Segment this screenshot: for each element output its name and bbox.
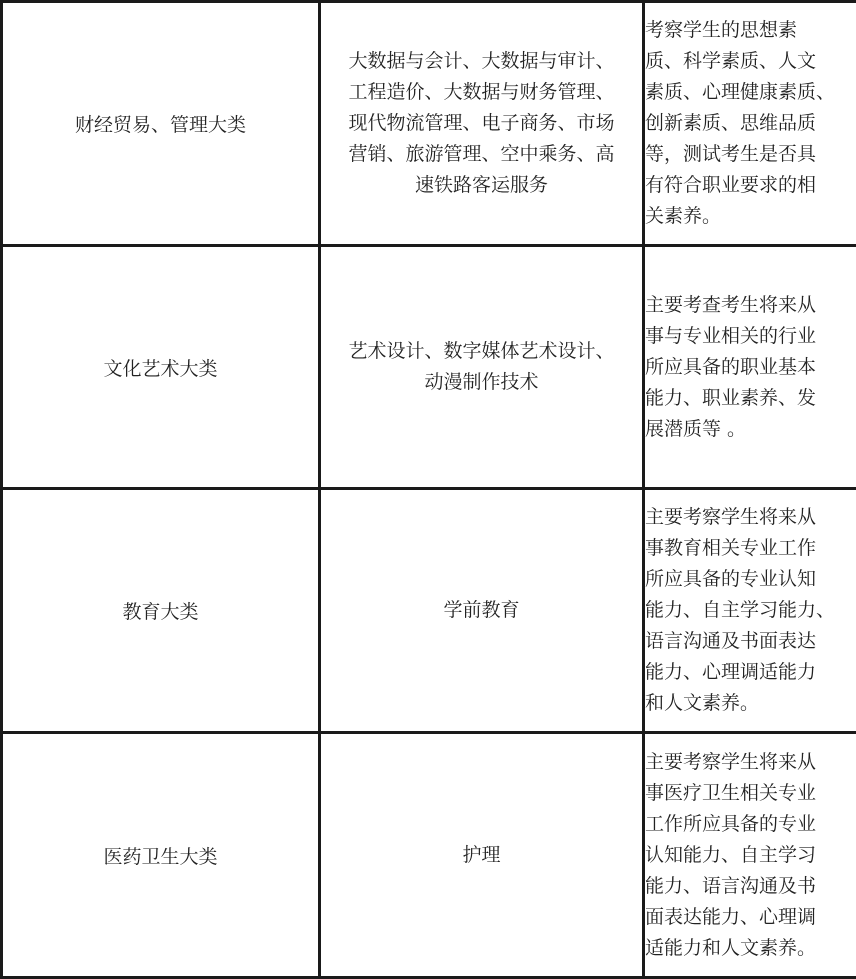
table-row <box>2 2 856 246</box>
category-text: 财经贸易、管理大类 <box>74 113 246 136</box>
description-cell <box>644 2 856 246</box>
majors-text: 学前教育 <box>443 599 520 622</box>
table-row <box>2 733 856 978</box>
description-cell <box>644 733 856 978</box>
category-text: 教育大类 <box>122 601 199 624</box>
description-text: 主要考察学生将来从 事教育相关专业工作 所应具备的专业认知 能力、自主学习能力、 语言沟通及书面表达 能力、心理调适能力 和人文素养。 <box>645 506 836 715</box>
description-text: 主要考察学生将来从 事医疗卫生相关专业 工作所应具备的专业 认知能力、自主学习 能力、语言沟通及书 面表达能力、心理调 适能力和人文素养。 <box>645 750 817 959</box>
category-text: 医药卫生大类 <box>103 845 218 868</box>
description-cell <box>644 489 856 733</box>
category-cell <box>2 2 320 246</box>
description-cell <box>644 245 856 489</box>
table-row <box>2 489 856 733</box>
majors-cell <box>320 733 644 978</box>
category-cell <box>2 733 320 978</box>
majors-text: 护理 <box>462 843 501 866</box>
description-text: 主要考查考生将来从 事与专业相关的行业 所应具备的职业基本 能力、职业素养、发 展潜质等 。 <box>645 293 817 440</box>
majors-text: 艺术设计、数字媒体艺术设计、 动漫制作技术 <box>348 340 615 394</box>
description-text: 考察学生的思想素 质、科学素质、人文 素质、心理健康素质、 创新素质、思维品质 等，测试考生是否具 有符合职业要求的相 关素养。 <box>645 18 836 227</box>
majors-cell <box>320 489 644 733</box>
majors-cell <box>320 2 644 246</box>
category-cell <box>2 489 320 733</box>
majors-cell <box>320 245 644 489</box>
category-text: 文化艺术大类 <box>103 357 218 380</box>
table-row <box>2 245 856 489</box>
majors-text: 大数据与会计、大数据与审计、 工程造价、大数据与财务管理、 现代物流管理、电子商务、市场 营销、旅游管理、空中乘务、高 速铁路客运服务 <box>348 49 615 196</box>
category-cell <box>2 245 320 489</box>
